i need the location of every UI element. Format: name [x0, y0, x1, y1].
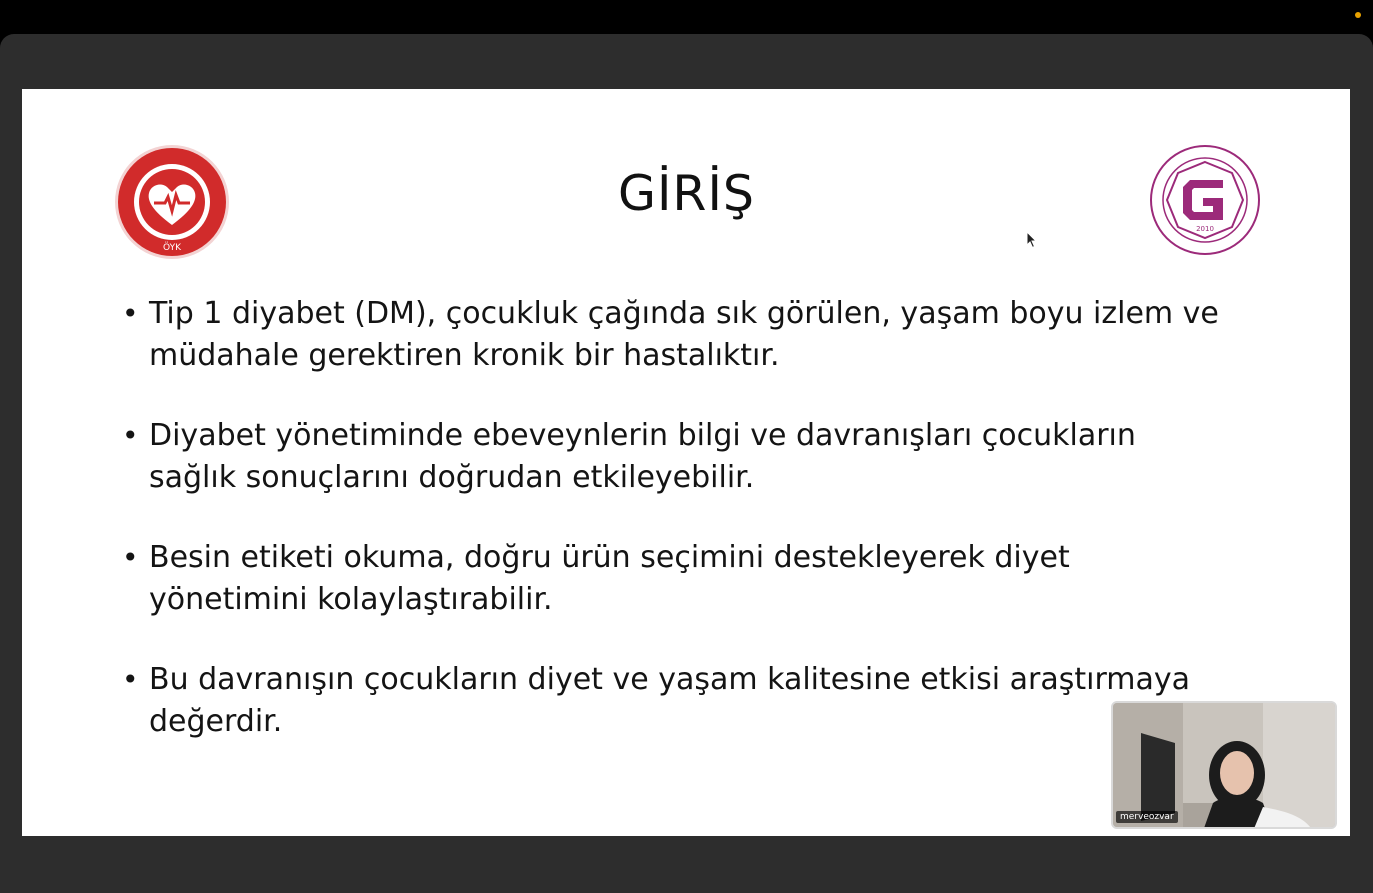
bullet-item: • Besin etiketi okuma, doğru ürün seçimini destekleyerek diyet yönetimini kolaylaştırabilir. — [122, 537, 1232, 621]
slide-title: GİRİŞ — [617, 165, 756, 222]
participant-video-tile[interactable] — [1111, 701, 1337, 829]
bullet-list — [122, 293, 1232, 781]
bullet-item: • Bu davranışın çocukların diyet ve yaşam kalitesine etkisi araştırmaya değerdir. — [122, 659, 1232, 743]
gedik-logo-year: 2010 — [1196, 225, 1214, 233]
bullet-item: • Tip 1 diyabet (DM), çocukluk çağında sık görülen, yaşam boyu izlem ve müdahale gerektiren kronik bir hastalıktır. — [122, 293, 1232, 377]
participant-name-label: merveozvar — [1116, 811, 1178, 823]
bullet-item: • Diyabet yönetiminde ebeveynlerin bilgi ve davranışları çocukların sağlık sonuçlarını doğrudan etkileyebilir. — [122, 415, 1232, 499]
congress-logo-text: ÖYK — [163, 243, 181, 253]
recording-indicator — [1355, 12, 1361, 18]
mouse-cursor-icon — [1026, 231, 1038, 249]
